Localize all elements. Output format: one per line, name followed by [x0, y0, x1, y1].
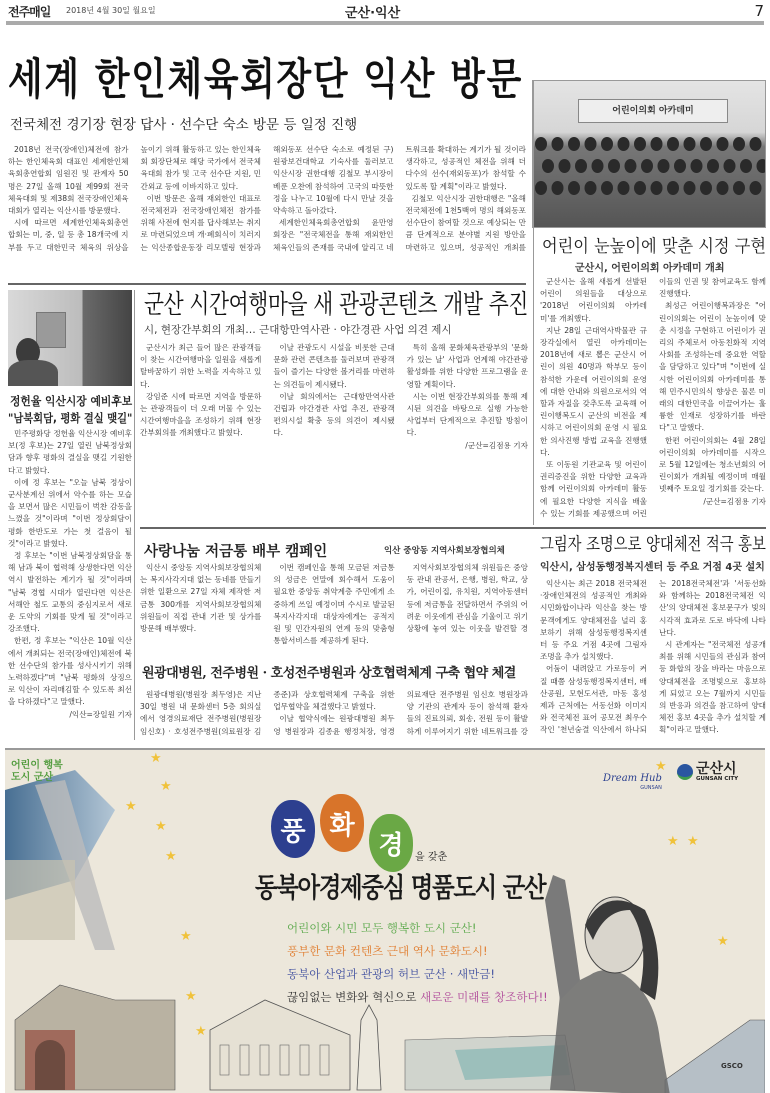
dream-hub-sub: GUNSAN	[640, 785, 662, 791]
star-icon: ★	[655, 759, 667, 774]
paragraph: 시는 이번 현장간부회의를 통해 제시된 의견을 바탕으로 실행 가능한 사업부터 단계적으로 추진할 방침이다.	[406, 391, 528, 438]
page-number: 7	[754, 2, 764, 20]
child-head	[717, 181, 729, 195]
children-council-photo	[532, 80, 766, 228]
child-head	[625, 159, 637, 173]
article1-subhead: 전국체전 경기장 현장 답사 · 선수단 숙소 방문 등 일정 진행	[10, 117, 358, 133]
paragraph: 또 이동원 기관교육 및 어린이 권리증진을 위한 다양한 교육과 함께 어린이의회 아카데미 활동에 필요한 다양한 지식을 배울 수 있는 기회를 제공했으며 어린이들의 인권 및 참여교육도 함께 진행했다.	[540, 277, 766, 518]
star-icon: ★	[125, 799, 137, 814]
gunsan-city-logo	[677, 762, 738, 782]
child-head	[684, 137, 696, 151]
article7-headline: 원광대병원, 전주병원 · 호성전주병원과 상호협력체계 구축 협약 체결	[142, 666, 516, 681]
paragraph: 이날 협약식에는 원광대병원 최두영 병원장과 김종윤 행정처장, 영경의료재단 전주병원 임신호 병원장과 양 기관의 관계자 등이 참석해 환자들의 진료의뢰, 회송, 전원 등이 활발하게 이루어지기 위한 네트워크를 강	[273, 690, 528, 736]
ad-line-3: 동북아 산업과 관광의 허브 군산 · 새만금!	[287, 967, 495, 981]
article2-body	[540, 276, 766, 522]
paragraph: 한편, 정 후보는 "익산은 10월 익산에서 개최되는 전국(장애인)체전에 북한 선수단의 참가를 성사시키기 위해 노력하겠다"며 "남북 평화의 상징으로 익산이 자리매김할 수 있도록 최선을 다하겠다"고 말했다.	[8, 636, 132, 707]
child-head	[733, 137, 745, 151]
child-head	[691, 159, 703, 173]
gunsan-city-advertisement	[5, 748, 765, 1093]
star-icon: ★	[717, 934, 729, 949]
article3-body	[8, 428, 132, 740]
city-name-en: GUNSAN CITY	[696, 776, 739, 782]
paragraph: 이번 방문은 올해 재외한인 대표로 전국체전과 전국장애인체전 참가를 위해 사전에 현지를 답사해보는 취지로 마련되었으며 개·폐회식이 치러지는 익산종합운동장 리모델링 현장과 해외동포 선수단 숙소로 예정된 구)원광보건대학교 기숙사를 둘러보고 익산시장 권한대행 김철모 부시장이 베푼 오찬에 참석하여 고국의 따뜻한 정을 나누고 10월에 다시 만날 것을 약속하고 돌아갔다.	[140, 145, 394, 252]
paragraph: 시에 따르면 세계한인체육회총연합회는 미, 중, 일 등 총 18개국에 지부를 두고 대한민국 체육의 위상을 높이기 위해 활동하고 있는 한인체육회 회장단체로 해당 국가에서 전국체육대회 참가 및 고국 선수단 지원, 민간외교 등에 이바지하고 있다.	[8, 145, 261, 252]
city-name: 군산시	[696, 761, 737, 777]
child-head	[552, 137, 564, 151]
article6-subhead: 익산시, 삼성동행정복지센터 등 주요 거점 4곳 설치	[540, 562, 765, 573]
child-head	[750, 137, 762, 151]
paragraph: 이번 캠페인을 통해 모금된 저금통의 성금은 연말에 회수해서 도움이 필요한 중앙동 취약계층 주민에게 소중하게 쓰일 예정이며 수시로 발굴된 복지사각지대 대상자에게는 공적지원 및 민간자원의 연계 등의 맞춤형통합서비스를 제공하게 된다.	[273, 563, 395, 646]
child-head	[585, 181, 597, 195]
child-head	[651, 181, 663, 195]
child-head	[700, 137, 712, 151]
article3-headline: 정헌율 익산시장 예비후보	[10, 394, 133, 408]
child-head	[634, 137, 646, 151]
paragraph: 이날 회의에서는 근대항만역사관 건립과 야간경관 사업 추진, 관광객 편의시설 확충 등의 의견이 제시됐다.	[273, 391, 395, 438]
paragraph: 시 관계자는 "전국체전 성공개최를 위해 시민들의 관심과 참여 등 화합의 장을 바라는 마음으로 양대체전을 조명빛으로 홍보하게 되었고 오는 7월까지 시민들의 반응과 의견을 참고하여 양대체전 홍보 4곳을 추가 설치할 계획"이라고 말했다.	[659, 640, 766, 735]
child-head	[733, 181, 745, 195]
ad-line-4a: 끊임없는 변화와 혁신으로	[287, 990, 421, 1004]
child-head	[559, 159, 571, 173]
child-head	[592, 159, 604, 173]
child-head	[535, 137, 547, 151]
child-head	[585, 137, 597, 151]
article5-body	[140, 562, 528, 654]
child-head	[641, 159, 653, 173]
paragraph: 강임준 시에 따르면 지역을 방문하는 관광객들이 더 오래 머물 수 있는 시간여행마을을 조성하기 위해 현장간부회의를 개최했다고 밝혔다.	[140, 391, 262, 438]
article1-headline: 세계 한인체육회장단 익산 방문	[8, 55, 523, 105]
child-head	[707, 159, 719, 173]
child-head	[740, 159, 752, 173]
article4-body	[140, 342, 528, 522]
child-head	[608, 159, 620, 173]
byline: /군산=김점용 기자	[465, 440, 528, 450]
star-icon: ★	[160, 779, 172, 794]
candidate-photo	[8, 290, 132, 386]
child-head	[575, 159, 587, 173]
child-head	[542, 159, 554, 173]
article4-headline: 군산 시간여행마을 새 관광콘텐츠 개발 추진	[144, 290, 528, 320]
child-head	[568, 181, 580, 195]
child-head	[700, 181, 712, 195]
child-head	[601, 137, 613, 151]
child-head	[750, 181, 762, 195]
paragraph: 김철모 익산시장 권한대행은 "올해 전국체전에 1천5백여 명의 해외동포 선수단이 참여할 것으로 예상되는 만큼 단계적으로 분야별 지원 방안을 마련하고 있으며, 성공적인 개최를	[405, 193, 526, 252]
child-head	[568, 137, 580, 151]
paragraph: 군산시는 올해 새롭게 선발된 어린이 의원들을 대상으로 '2018년 어린이의회 아카데미'를 개최했다.	[540, 277, 647, 323]
paragraph: 이에 정 후보는 "오늘 남북 정상이 군사분계선 위에서 악수를 하는 모습을 보면서 많은 시민들이 벅찬 감동을 느꼈을 것"이라며 "이번 정상회담이 평화 한반도로 가는 첫 걸음이 될 것"이라고 밝혔다.	[8, 477, 132, 548]
star-icon: ★	[180, 929, 192, 944]
paragraph: 군산시가 최근 들어 많은 관광객들이 찾는 시간여행마을 일원을 새롭게 탈바꿈하기 위한 노력을 지속하고 있다.	[140, 343, 262, 389]
dream-hub-text: Dream Hub	[603, 773, 662, 784]
photo-banner: 어린이의회 아카데미	[578, 99, 728, 123]
dream-hub-logo	[603, 766, 662, 791]
gsco-sign: GSCO	[721, 1062, 743, 1070]
paragraph: 원광대병원(병원장 최두영)은 지난 30일 병원 내 문화센터 5층 회의실에서 영경의료재단 전주병원(병원장 임신호) · 호성전주병원(의료원장 김종준)과 상호협력체계 구축을 위한 업무협약을 체결했다고 밝혔다.	[140, 690, 395, 736]
paragraph: 2018년 전국(장애인)체전에 참가하는 한인체육회 대표인 세계한인체육회총연합회 임원진 및 관계자 50명은 27일 올해 10월 제99회 전국체육대회 및 제38회 전국장애인체육대회가 열리는 익산시를 방문했다.	[8, 145, 129, 216]
child-friendly-city-logo: 어린이 행복도시 군산	[11, 760, 63, 783]
child-head	[717, 137, 729, 151]
child-head	[757, 159, 767, 173]
child-head	[658, 159, 670, 173]
paragraph: 민주평화당 정헌율 익산시장 예비후보(정 후보)는 27일 열린 남북정상회담과 향후 평화의 결실을 맺길 기원한다고 밝혔다.	[8, 429, 132, 475]
child-head	[684, 181, 696, 195]
child-head	[667, 181, 679, 195]
star-icon: ★	[150, 751, 162, 766]
article6-headline: 그림자 조명으로 양대체전 적극 홍보	[540, 535, 766, 555]
paragraph: 정 후보는 "이번 남북정상회담을 통해 남과 북이 협력해 상생한다면 익산 역시 발전하는 계기가 될 것"이라며 "남북 경협 시대가 열린다면 익산은 서해안 철도 교통의 중심지로서 새로운 도약의 기회를 맞게 될 것"이라고 강조했다.	[8, 551, 132, 634]
column-divider	[134, 290, 135, 740]
ad-line-4	[287, 989, 552, 1005]
paragraph: 익산시 중앙동 지역사회보장협의체는 복지사각지대 없는 동네를 만들기 위한 일환으로 27일 자체 제작한 저금통 300개를 지역사회보장협의체 위원들이 직접 관내 기관 및 상가를 방문해 배부했다.	[140, 563, 262, 634]
newspaper-logo: 전주매일	[8, 5, 51, 19]
star-icon: ★	[185, 989, 197, 1004]
blob-hwa: 화	[320, 794, 364, 852]
paragraph: 지역사회보장협의체 위원들은 중앙동 관내 관공서, 은행, 병원, 학교, 상가, 어린이집, 유치원, 지역아동센터 등에 저금통을 전달하면서 주위의 어려운 이웃에게 관심을 기울이고 위기상황에 놓여 있는 이웃을 발견할 경	[406, 563, 528, 634]
header-rule	[6, 21, 764, 25]
paragraph: 익산시는 최근 2018 전국체전·장애인체전의 성공적인 개최와 시민화합이나라 익산을 찾는 방문객에게도 양대체전을 널리 홍보하기 위해 삼성동행정복지센터 등 주요 거점 4곳에 그림자 조명을 추가 설치했다.	[540, 579, 647, 662]
paragraph: 한편 어린이의회는 4월 28일 어린이의회 아카데미를 시작으로 5월 12일에는 청소년회의 어린이회가 개최될 예정이며 매월 넷째주 토요일 정기회를 갖는다.	[659, 435, 766, 494]
article7-body	[140, 689, 528, 741]
blob-pung: 풍	[271, 800, 315, 858]
paragraph: 최성근 어린이행복과장은 "어린이의회는 어린이 눈높이에 맞춘 시정을 구현하고 어린이가 권리의 주체로서 아동친화적 지역사회를 조성하는데 중요한 역할을 담당하고 있다"며 "이번에 실시한 어린이의회 아카데미를 통해 민주시민의식 향상은 물론 미래의 대한민국을 이끌어가는 훌륭한 인재로 성장하기를 바란다"고 말했다.	[659, 301, 766, 433]
blob-gyeong: 경	[369, 814, 413, 872]
ad-slogan: 동북아경제중심 명품도시 군산	[255, 873, 546, 904]
child-head	[634, 181, 646, 195]
article5-source: 익산 중앙동 지역사회보장협의체	[384, 546, 505, 556]
blob-suffix: 을 갖춘	[415, 852, 448, 863]
child-head	[535, 181, 547, 195]
ad-line-4b: 새로운 미래를 창조하다!!	[420, 990, 548, 1004]
star-icon: ★	[165, 849, 177, 864]
child-head	[601, 181, 613, 195]
child-head	[724, 159, 736, 173]
child-head	[674, 159, 686, 173]
issue-date: 2018년 4월 30일 월요일	[66, 6, 156, 15]
paragraph: 특히 올해 문화체육관광부의 '문화가 있는 날' 사업과 연계해 야간관광 활성화를 위한 다양한 프로그램을 운영할 계획이다.	[406, 343, 528, 389]
byline: /군산=김점용 기자	[703, 496, 766, 506]
byline: /익산=장일원 기자	[69, 709, 132, 719]
ad-line-2: 풍부한 문화 컨텐츠 근대 역사 문화도시!	[287, 944, 488, 958]
city-emblem-icon	[677, 764, 693, 780]
article5-headline: 사랑나눔 저금통 배부 캠페인	[144, 544, 328, 560]
paragraph: 지난 28일 근대역사박물관 규장각실에서 열린 아카데미는 2018년에 새로 뽑은 군산시 어린이 의원 40명과 학부모 등이 참석한 가운데 어린이의회 운영에 대한 안내와 의원으로서의 역할과 자질을 갖추도록 교육해 어린이행복도시 군산의 비전을 제시하고 어린이의회 운영 시 필요한 의사진행 방법 교육을 진행했다.	[540, 325, 647, 457]
star-icon: ★	[155, 819, 167, 834]
paragraph: 어둠이 내려앉고 가로등이 켜질 때쯤 삼성동행정복지센터, 배산공원, 모현도서관, 마동 홍성제과 근처에는 서동선화 이미지와 전국체전 표어 공모전 최우수작인 '천년숨결 익산에서 하나되는 2018전국체전'과 '서동선화와 함께하는 2018전국체전 익산'의 양대체전 홍보문구가 빛의 시각적 효과로 도로 바닥에 나타난다.	[540, 579, 766, 735]
child-head	[618, 137, 630, 151]
column-divider	[533, 80, 534, 525]
paragraph: 세계한인체육회총연합회 윤만영 회장은 "전국체전을 통해 재외한인 체육인들의 존재를 국내에 알리고 네트워크를 확대하는 계기가 될 것이라 생각하고, 성공적인 체전을 위해 더 다수의 선수(재외동포)가 참석할 수 있도록 할 계획"이라고 밝혔다.	[273, 145, 526, 252]
paragraph: 이날 관광도시 시설을 비롯한 근대문화 관련 콘텐츠를 둘러보며 관광객들이 즐기는 다양한 볼거리를 마련하는 의견들이 제시됐다.	[273, 343, 395, 389]
divider	[140, 527, 766, 529]
child-head	[651, 137, 663, 151]
star-icon: ★	[195, 1024, 207, 1039]
ad-line-1: 어린이와 시민 모두 행복한 도시 군산!	[287, 921, 477, 935]
child-head	[552, 181, 564, 195]
child-head	[618, 181, 630, 195]
star-icon: ★	[667, 834, 679, 849]
children-group-figures	[533, 136, 766, 228]
article2-subhead: 군산시, 어린이의회 아카데미 개최	[575, 263, 725, 274]
article2-headline: 어린이 눈높이에 맞춘 시정 구현	[542, 237, 767, 257]
article3-headline2: "남북회담, 평화 결실 맺길"	[8, 411, 133, 425]
section-title: 군산·익산	[345, 6, 401, 21]
child-head	[667, 137, 679, 151]
article4-subhead: 시, 현장간부회의 개최… 근대항만역사관 · 야간경관 사업 의견 제시	[144, 324, 452, 336]
article6-body	[540, 578, 766, 742]
star-icon: ★	[687, 834, 699, 849]
article1-body	[8, 144, 526, 266]
